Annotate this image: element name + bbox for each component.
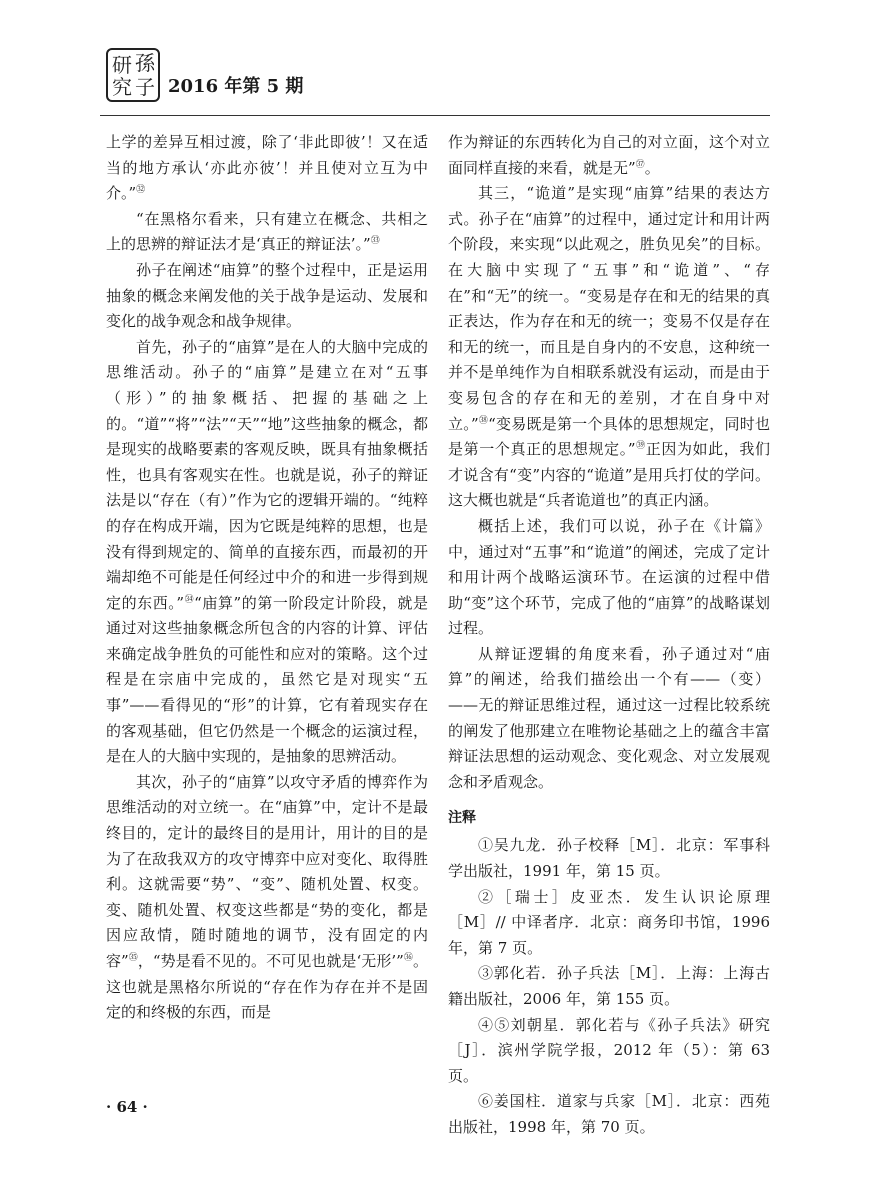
footnote: ④⑤刘朝星．郭化若与《孙子兵法》研究［J］．滨州学院学报，2012 年（5）：第 63 页。 xyxy=(448,1015,770,1085)
header-rule xyxy=(100,115,770,116)
citation-ref: ㉟ xyxy=(128,953,138,963)
page-number: · 64 · xyxy=(106,1098,148,1116)
paragraph: 其三，“诡道”是实现“庙算”结果的表达方式。孙子在“庙算”的过程中，通过定计和用计两个阶段，来实现“以此观之，胜负见矣”的目标。在大脑中实现了“五事”和“诡道”、“存在”和“无”的统一。“变易是存在和无的结果的真正表达，作为存在和无的统一；变易不仅是存在和无的统一，而且是自身内的不安息，这种统一并不是单纯作为自相联系就没有运动，而是由于变易包含的存在和无的差别，才在自身中对立。”$^㊳$“变易既是第一个具体的思想规定，同时也是第一个真正的思想规定。”$^㊴$正因为如此，我们才说含有“变”内容的“诡道”是用兵打仗的学问。这大概也就是“兵者诡道也”的真正内涵。 xyxy=(448,184,770,510)
issue-label: 2016 年第 5 期 xyxy=(168,76,304,97)
paragraph: 首先，孙子的“庙算”是在人的大脑中完成的思维活动。孙子的“庙算”是建立在对“五事（形）”的抽象概括、把握的基础之上的。“道”“将”“法”“天”“地”这些抽象的概念，都是现实的战略要素的客观反映，既具有抽象概括性，也具有客观实在性。也就是说，孙子的辩证法是以“存在（有）”作为它的逻辑开端的。“纯粹的存在构成开端，因为它既是纯粹的思想，也是没有得到规定的、简单的直接东西，而最初的开端却绝不可能是任何经过中介的和进一步得到规定的东西。”$^㉞$“庙算”的第一阶段定计阶段，就是通过对这些抽象概念所包含的内容的计算、评估来确定战争胜负的可能性和应对的策略。这个过程是在宗庙中完成的，虽然它是对现实“五事”——看得见的“形”的计算，它有着现实存在的客观基础，但它仍然是一个概念的运演过程，是在人的大脑中实现的，是抽象的思辨活动。 xyxy=(106,337,428,766)
citation-ref: ㊲ xyxy=(635,159,645,170)
logo-char: 子 xyxy=(135,75,155,99)
journal-logo xyxy=(106,48,160,102)
logo-char: 孫 xyxy=(135,51,155,75)
paragraph: 上学的差异互相过渡，除了‘非此即彼’！又在适当的地方承认‘亦此亦彼’！并且使对立互为中介。”$^㉜$ xyxy=(106,133,428,203)
paragraph: “在黑格尔看来，只有建立在概念、共相之上的思辨的辩证法才是‘真正的辩证法’。”$^㉝$ xyxy=(106,209,428,254)
citation-ref: ㉝ xyxy=(370,236,380,247)
notes-heading: 注释 xyxy=(448,810,476,827)
citation-ref: ㊱ xyxy=(403,953,413,963)
paragraph: 其次，孙子的“庙算”以攻守矛盾的博弈作为思维活动的对立统一。在“庙算”中，定计不是最终目的，定计的最终目的是用计，用计的目的是为了在敌我双方的攻守博弈中应对变化、取得胜利。这就需要“势”、“变”、随机处置、权变。变、随机处置、权变这些都是“势的变化，都是因应敌情，随时随地的调节，没有固定的内容”$^㉟$，“势是看不见的。不可见也就是‘无形’”$^㊱$。这也就是黑格尔所说的“存在作为存在并不是固定的和终极的东西，而是 xyxy=(106,772,428,1022)
citation-ref: ㊴ xyxy=(635,441,646,452)
paragraph: 概括上述，我们可以说，孙子在《计篇》中，通过对“五事”和“诡道”的阐述，完成了定计和用计两个战略运演环节。在运演的过程中借助“变”这个环节，完成了他的“庙算”的战略谋划过程。 xyxy=(448,516,770,638)
citation-ref: ㊳ xyxy=(478,415,489,426)
left-column xyxy=(106,130,428,1026)
page-header xyxy=(100,40,770,110)
logo-char: 研 xyxy=(112,53,132,77)
paragraph: 从辩证逻辑的角度来看，孙子通过对“庙算”的阐述，给我们描绘出一个有——（变）——无的辩证思维过程，通过这一过程比较系统的阐发了他那建立在唯物论基础之上的蕴含丰富辩证法思想的运动观念、变化观念、对立发展观念和矛盾观念。 xyxy=(448,644,770,791)
paragraph: 孙子在阐述“庙算”的整个过程中，正是运用抽象的概念来阐发他的关于战争是运动、发展和变化的战争观念和战争规律。 xyxy=(106,260,428,331)
citation-ref: ㉜ xyxy=(136,185,146,196)
logo-char: 究 xyxy=(112,75,132,99)
right-column xyxy=(448,130,770,1141)
citation-ref: ㉞ xyxy=(184,594,195,605)
footnote: ③郭化若．孙子兵法［M］．上海：上海古籍出版社，2006 年，第 155 页。 xyxy=(448,964,770,1008)
footnote: ②［瑞士］皮亚杰．发生认识论原理［M］// 中译者序．北京：商务印书馆，1996 年，第 7 页。 xyxy=(448,887,770,957)
footnote: ①吴九龙．孙子校释［M］．北京：军事科学出版社，1991 年，第 15 页。 xyxy=(448,836,770,881)
footnote: ⑥姜国柱．道家与兵家［M］．北京：西苑出版社，1998 年，第 70 页。 xyxy=(448,1092,770,1136)
paragraph: 作为辩证的东西转化为自己的对立面，这个对立面同样直接的来看，就是无”$^㊲$。 xyxy=(448,133,770,177)
